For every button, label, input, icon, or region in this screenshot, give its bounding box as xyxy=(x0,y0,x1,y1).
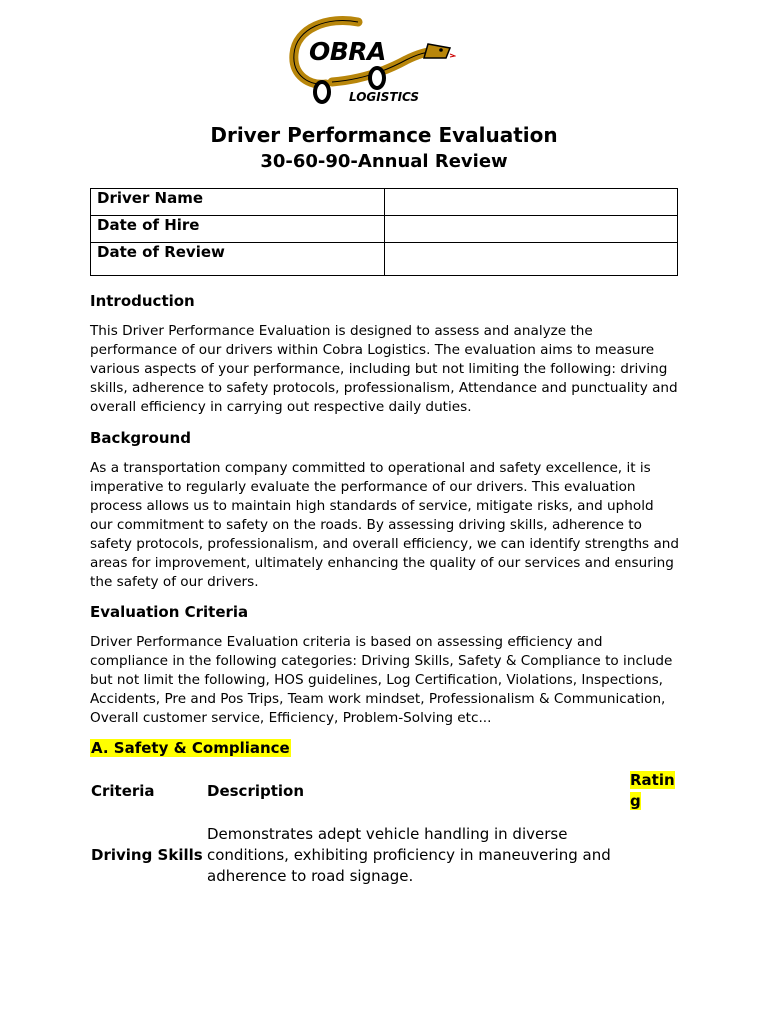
rating-header-line1: Ratin xyxy=(630,771,675,789)
background-text: As a transportation company committed to operational and safety excellence, it is imperative to regularly evaluate the performance of our drivers. This evaluation process allows us to maintain high standards of service, mitigate risks, and uphold our commitment to safety on the roads. By assessing driving skills, adherence to safety protocols, professionalism, and overall efficiency, we can identify strengths and areas for improvement, ultimately enhancing the quality of our services and ensuring the safety of our drivers. xyxy=(90,460,680,590)
logo-wordmark: OBRA xyxy=(309,37,386,66)
date-of-review-label: Date of Review xyxy=(91,243,385,276)
table-row xyxy=(91,216,678,243)
background-heading: Background xyxy=(90,429,191,447)
document-subtitle: 30-60-90-Annual Review xyxy=(260,151,508,172)
section-a-heading: A. Safety & Compliance xyxy=(91,739,290,757)
introduction-heading: Introduction xyxy=(90,292,195,310)
table-row xyxy=(91,243,678,276)
table-row xyxy=(91,189,678,216)
criteria-driving-skills: Driving Skills xyxy=(91,846,203,864)
criteria-driving-skills-description: Demonstrates adept vehicle handling in diverse conditions, exhibiting proficiency in maneuvering and adherence to road signage. xyxy=(207,825,611,885)
introduction-text: This Driver Performance Evaluation is designed to assess and analyze the performance of our drivers within Cobra Logistics. The evaluation aims to measure various aspects of your performance, including but not limiting the following: driving skills, adherence to safety protocols, professionalism, Attendance and punctuality and overall efficiency in carrying out respective daily duties. xyxy=(90,323,678,415)
driver-name-value[interactable] xyxy=(385,189,678,216)
document-title: Driver Performance Evaluation xyxy=(210,123,558,147)
date-of-hire-label: Date of Hire xyxy=(91,216,385,243)
date-of-hire-value[interactable] xyxy=(385,216,678,243)
evaluation-criteria-text: Driver Performance Evaluation criteria is based on assessing efficiency and compliance in the following categories: Driving Skills, Safety & Compliance to include but not limit the following, HOS guidelines, Log Certification, Violations, Inspections, Accidents, Pre and Pos Trips, Team work mindset, Professionalism & Communication, Overall customer service, Efficiency, Problem-Solving etc... xyxy=(90,634,673,726)
evaluation-criteria-heading: Evaluation Criteria xyxy=(90,603,249,621)
logo-subtitle: LOGISTICS xyxy=(349,90,420,104)
driver-info-table xyxy=(90,188,678,276)
date-of-review-value[interactable] xyxy=(385,243,678,276)
rating-header-line2: g xyxy=(630,792,641,810)
driver-name-label: Driver Name xyxy=(91,189,385,216)
description-column-header: Description xyxy=(207,782,305,800)
criteria-column-header: Criteria xyxy=(91,782,155,800)
rating-column-header xyxy=(630,770,676,812)
